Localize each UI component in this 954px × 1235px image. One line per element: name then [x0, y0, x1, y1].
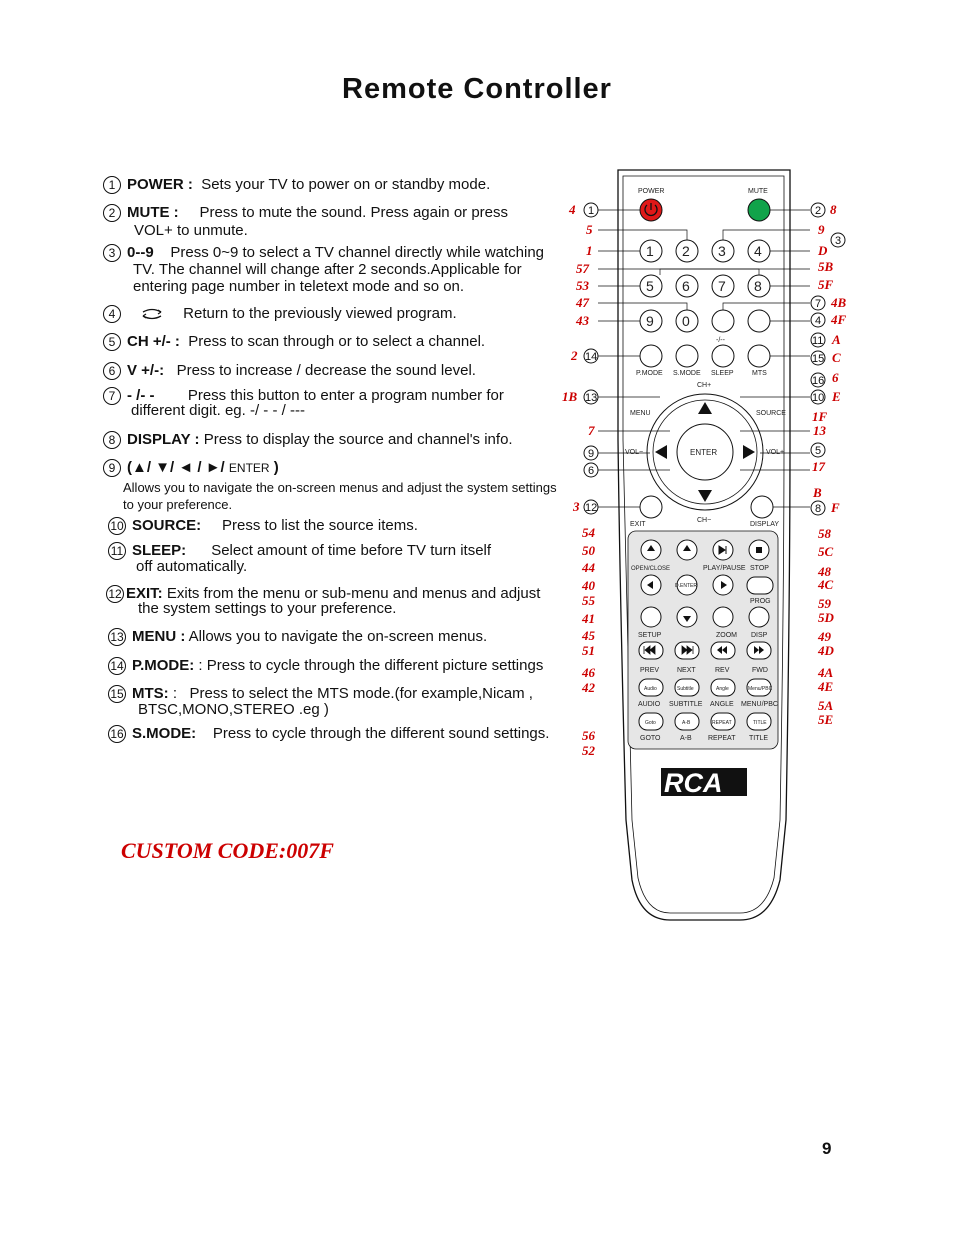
menupbc-button-text: Menu/PBC: [748, 686, 773, 692]
fwd-label: FWD: [752, 667, 768, 674]
callout-num: 2: [815, 205, 822, 217]
item-label: MTS:: [132, 685, 169, 702]
item-number: 10: [108, 517, 126, 535]
callout-num: 13: [585, 392, 598, 404]
dash-label: -/--: [716, 337, 725, 344]
callout-code: 43: [576, 313, 589, 328]
item-cont: different digit. eg. -/ - - / ---: [131, 402, 305, 419]
item-return: [103, 305, 457, 323]
item-text: Press to mute the sound. Press again or press: [199, 204, 509, 221]
item-text: Sets your TV to power on or standby mode.: [201, 176, 491, 193]
item-smode: [108, 725, 549, 743]
callout-code: 4B: [831, 295, 847, 310]
pmode-label: P.MODE: [636, 370, 663, 377]
chup-label: CH+: [697, 382, 712, 389]
subtitle-label: SUBTITLE: [669, 701, 703, 708]
display-label: DISPLAY: [750, 521, 780, 528]
brand-logo-text: RCA: [664, 768, 723, 798]
mts-label: MTS: [752, 370, 767, 377]
display-button[interactable]: [751, 496, 773, 518]
menu-label: MENU: [630, 410, 651, 417]
item-label: POWER :: [127, 176, 193, 193]
voldown-label: VOL−: [625, 449, 644, 456]
callout-code: 57: [576, 261, 589, 276]
callout-code: 46: [582, 665, 595, 680]
item-number: 11: [108, 542, 126, 560]
item-mute: [103, 204, 508, 222]
item-power: [103, 176, 490, 194]
goto-button-text: Goto: [645, 720, 656, 726]
item-number: 12: [106, 585, 124, 603]
item-number: 16: [108, 725, 126, 743]
setup-label: SETUP: [638, 632, 662, 639]
callout-code: 51: [582, 643, 595, 658]
item-number: 2: [103, 204, 121, 222]
item-text: Press to list the source items.: [222, 517, 418, 534]
callout-num: 14: [585, 351, 598, 363]
item-number: 7: [103, 387, 121, 405]
callout-code: 17: [812, 459, 825, 474]
item-cont: the system settings to your preference.: [138, 600, 397, 617]
callout-num: 7: [815, 298, 822, 310]
callout-num: 15: [812, 353, 825, 365]
callout-code: 4C: [818, 577, 834, 592]
callout-code: C: [832, 350, 841, 365]
callout-code: 7: [588, 423, 595, 438]
item-label: SLEEP:: [132, 542, 187, 559]
digit-label: 7: [718, 278, 726, 294]
callout-code: A: [832, 332, 841, 347]
callout-code: 9: [818, 222, 825, 237]
callouts-left: [562, 202, 598, 758]
audio-label: AUDIO: [638, 701, 661, 708]
page-number: 9: [822, 1139, 832, 1158]
prog-label: PROG: [750, 598, 771, 605]
item-cont: off automatically.: [136, 558, 248, 575]
item-description: Allows you to navigate the on-screen menus and adjust the system settings to your preference.: [123, 480, 557, 512]
callout-code: 42: [582, 680, 595, 695]
digit-label: 8: [754, 278, 762, 294]
item-label: SOURCE:: [132, 517, 202, 534]
item-cont: TV. The channel will change after 2 seconds.Applicable for: [133, 261, 522, 278]
item-number: 6: [103, 362, 121, 380]
disp-button[interactable]: [749, 607, 769, 627]
source-label: SOURCE: [756, 410, 786, 417]
callout-code: 4F: [831, 312, 847, 327]
ab-label: A-B: [680, 735, 692, 742]
prev-label: PREV: [640, 667, 660, 674]
item-label: - /- -: [127, 387, 155, 404]
zoom-button[interactable]: [713, 607, 733, 627]
item-label: (▲/ ▼/ ◄ / ►/: [127, 459, 225, 476]
callout-code: 1F: [812, 409, 828, 424]
playpause-label: PLAY/PAUSE: [703, 565, 746, 572]
denter-label: D.ENTER: [675, 583, 697, 589]
callout-num: 6: [588, 465, 595, 477]
callouts-right: [811, 202, 847, 727]
callout-code: 3: [573, 499, 580, 514]
rev-label: REV: [715, 667, 730, 674]
callout-num: 8: [815, 503, 822, 515]
item-label-close: ): [273, 459, 279, 476]
item-text: Allows you to navigate the on-screen menus.: [188, 628, 488, 645]
item-display: [103, 431, 513, 449]
item-text: Select amount of time before TV turn itself: [211, 542, 492, 559]
item-number: 9: [103, 459, 121, 477]
item-number: 3: [103, 244, 121, 262]
callout-code: 56: [582, 728, 595, 743]
menupbc-label: MENU/PBC: [741, 701, 778, 708]
callout-code: 5A: [818, 698, 834, 713]
subtitle-button-text: Subtitle: [677, 686, 694, 692]
volup-label: VOL+: [766, 449, 785, 456]
item-menu: [108, 628, 487, 646]
callout-code: 41: [582, 611, 595, 626]
item-label: 0--9: [127, 244, 154, 261]
smode-label: S.MODE: [673, 370, 701, 377]
stop-label: STOP: [750, 565, 769, 572]
angle-button-text: Angle: [716, 686, 729, 692]
item-text: Press to display the source and channel's info.: [203, 431, 513, 448]
return-button[interactable]: [748, 310, 770, 332]
item-text: Press 0~9 to select a TV channel directly while watching: [170, 244, 545, 261]
return-icon: [139, 307, 165, 321]
callout-code: 6: [832, 370, 839, 385]
item-label: CH +/- :: [127, 333, 180, 350]
callout-code: 4: [569, 202, 576, 217]
prog-button[interactable]: [747, 577, 773, 594]
callout-code: 59: [818, 596, 831, 611]
callout-code: 58: [818, 526, 831, 541]
callout-code: 48: [818, 564, 831, 579]
callout-code: 13: [813, 423, 826, 438]
mute-button[interactable]: [748, 199, 770, 221]
callout-code: 5E: [818, 712, 834, 727]
custom-code: CUSTOM CODE:007F: [121, 838, 334, 863]
item-text: Press to select the MTS mode.(for example,Nicam ,: [189, 685, 533, 702]
item-text: Return to the previously viewed program.: [183, 305, 457, 322]
audio-button-text: Audio: [644, 686, 657, 692]
repeat-button-text: REPEAT: [712, 720, 732, 726]
callout-code: 5F: [818, 277, 834, 292]
callout-num: 1: [588, 205, 595, 217]
digit-label: 1: [646, 243, 654, 259]
callout-code: 5C: [818, 544, 834, 559]
item-vol: [103, 362, 476, 380]
next-label: NEXT: [677, 667, 696, 674]
item-number: 4: [103, 305, 121, 323]
callout-code: 1B: [562, 389, 578, 404]
callout-code: 53: [576, 278, 589, 293]
ab-button-text: A-B: [682, 720, 691, 726]
dash-button[interactable]: [712, 310, 734, 332]
digit-label: 2: [682, 243, 690, 259]
titlebtn-label: TITLE: [749, 735, 769, 742]
repeat-label: REPEAT: [708, 735, 736, 742]
callout-code: F: [831, 500, 840, 515]
item-text: Press this button to enter a program number for: [187, 387, 504, 404]
callout-num: 16: [812, 375, 825, 387]
item-text: Press to cycle through the different picture settings: [206, 657, 544, 674]
setup-button[interactable]: [641, 607, 661, 627]
item-number: 5: [103, 333, 121, 351]
item-label-enter: ENTER: [228, 461, 270, 475]
callout-code: 47: [576, 295, 589, 310]
item-label: V +/-:: [127, 362, 165, 379]
item-text: Press to scan through or to select a channel.: [188, 333, 486, 350]
callout-code: 49: [818, 629, 831, 644]
item-text: Press to increase / decrease the sound level.: [176, 362, 476, 379]
item-cont: entering page number in teletext mode and so on.: [133, 278, 465, 295]
exit-label: EXIT: [630, 521, 646, 528]
callout-code: 52: [582, 743, 595, 758]
callout-code: 4E: [818, 679, 834, 694]
zoom-label: ZOOM: [716, 632, 737, 639]
smode-button[interactable]: [676, 345, 698, 367]
sleep-label: SLEEP: [711, 370, 734, 377]
power-label: POWER: [638, 188, 665, 195]
digit-label: 9: [646, 313, 654, 329]
angle-label: ANGLE: [710, 701, 734, 708]
item-text: Press to cycle through the different sound settings.: [212, 725, 550, 742]
callout-num: 9: [588, 448, 595, 460]
item-label: MUTE :: [127, 204, 179, 221]
item-text: Exits from the menu or sub-menu and menus and adjust: [166, 585, 541, 602]
page-title: Remote Controller: [342, 73, 612, 105]
callout-code: 5D: [818, 610, 834, 625]
enter-label: ENTER: [690, 448, 718, 457]
title-button-text: TITLE: [753, 720, 767, 726]
callout-code: B: [813, 485, 822, 500]
callout-code: E: [832, 389, 841, 404]
digit-label: 5: [646, 278, 654, 294]
callout-code: 8: [830, 202, 837, 217]
digit-label: 0: [682, 313, 690, 329]
callout-code: 50: [582, 543, 595, 558]
item-nav: [103, 459, 279, 477]
callout-code: 5: [586, 222, 593, 237]
callout-code: 40: [582, 578, 595, 593]
item-label: P.MODE:: [132, 657, 195, 674]
item-number: 15: [108, 685, 126, 703]
callout-num: 3: [835, 235, 842, 247]
item-label: S.MODE:: [132, 725, 197, 742]
disp-label: DISP: [751, 632, 768, 639]
item-pmode: 14 P.MODE: : Press to cycle through the different picture settings: [108, 657, 543, 675]
chdown-label: CH−: [697, 517, 712, 524]
exit-button[interactable]: [640, 496, 662, 518]
sleep-button[interactable]: [712, 345, 734, 367]
item-cont: VOL+ to unmute.: [134, 222, 248, 239]
callout-code: 2: [571, 348, 578, 363]
item-label: EXIT:: [126, 585, 163, 602]
digit-label: 4: [754, 243, 762, 259]
item-mts: 15 MTS: : Press to select the MTS mode.(for example,Nicam ,: [108, 685, 533, 703]
callout-code: 55: [582, 593, 595, 608]
callout-num: 4: [815, 315, 822, 327]
callout-num: 11: [812, 335, 824, 347]
remote-illustration: [550, 165, 870, 935]
pmode-button[interactable]: [640, 345, 662, 367]
item-label: MENU :: [132, 628, 186, 645]
callout-num: 10: [812, 392, 825, 404]
callout-num: 12: [585, 502, 598, 514]
item-ch: [103, 333, 485, 351]
callout-code: 4D: [818, 643, 834, 658]
mute-label: MUTE: [748, 188, 768, 195]
callout-code: 45: [582, 628, 595, 643]
item-label: DISPLAY :: [127, 431, 200, 448]
digit-label: 6: [682, 278, 690, 294]
goto-label: GOTO: [640, 735, 661, 742]
mts-button[interactable]: [748, 345, 770, 367]
callout-code: 1: [586, 243, 593, 258]
callout-code: 44: [582, 560, 595, 575]
item-number: 8: [103, 431, 121, 449]
callout-code: D: [818, 243, 828, 258]
item-number: 1: [103, 176, 121, 194]
callout-code: 5B: [818, 259, 834, 274]
callout-code: 4A: [818, 665, 834, 680]
openclose-label: OPEN/CLOSE: [631, 566, 671, 572]
item-digits: [103, 244, 544, 262]
item-number: 13: [108, 628, 126, 646]
callout-num: 5: [815, 445, 822, 457]
item-cont: BTSC,MONO,STEREO .eg ): [138, 701, 329, 718]
item-source: [108, 517, 418, 535]
item-number: 14: [108, 657, 126, 675]
digit-label: 3: [718, 243, 726, 259]
callout-code: 54: [582, 525, 595, 540]
